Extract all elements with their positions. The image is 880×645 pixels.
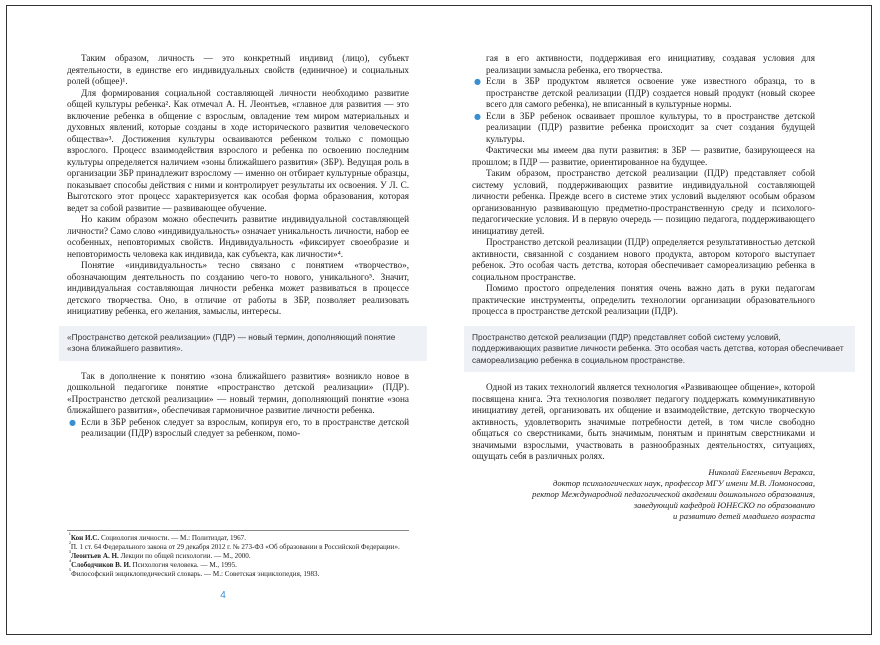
list-item [472,76,815,111]
bullet-list [67,417,409,440]
paragraph: Понятие «индивидуальность» тесно связано с понятием «творчество», обозначающим деятельность по созданию чего-то нового, уникального⁵. Значит, индивидуальная составляющая личности ребенка может развиваться в процессе детского творчества. Оно, в отличие от работы в ЗБР, позволяет реализовать инициативу ребенка, его желания, замыслы, интересы. [67,260,409,316]
paragraph: Пространство детской реализации (ПДР) определяется результативностью детской активности, связанной с созданием нового продукта, автором которого выступает ребенок. Это особая часть детства, которая обеспечивает самореализацию ребенка в социальном пространстве. [472,237,815,282]
right-page [440,6,872,634]
paragraph: Помимо простого определения понятия очень важно дать в руки педагогам практические инструменты, определить технологии организации образовательного процесса в пространстве детской реализации (ПДР). [472,283,815,316]
left-text-column [67,53,409,440]
list-item [472,111,815,146]
paragraph: Так в дополнение к понятию «зона ближайшего развития» возникло новое в дошкольной педагогике понятие «пространство детской реализации» (ПДР). «Пространство детской реализации» — новый термин, дополняющий понятие «зона ближайшего развития», обеспечивая гармоничное развитие личности ребенка. [67,370,409,415]
bullet-icon: ● [69,417,76,427]
list-item-text: Если в ЗБР продуктом является освоение уже известного образца, то в пространстве детской реализации (ПДР) создается новый продукт (новый скорее всего для самого ребенка), не вписанный в культурные нормы. [486,76,815,109]
bullet-icon: ● [474,111,481,121]
paragraph: Таким образом, пространство детской реализации (ПДР) представляет собой систему условий, поддерживающих развитие индивидуальной составляющей личности ребенка. Прежде всего в системе этих условий выделяют особым образом организованную развивающую предметно-пространственную среду и психолого-педагогические условия. И в первую очередь — позицию педагога, поддерживающего инициативу детей. [472,168,815,236]
book-spread [6,5,872,635]
footnotes [67,530,409,579]
signature-line: заведующий кафедрой ЮНЕСКО по образованию [633,500,815,511]
paragraph: Но каким образом можно обеспечить развитие индивидуальной составляющей личности? Само слово «индивидуальность» означает уникальность личности, набор ее особенных, неповторимых свойств. Индивидуальность «фиксирует своеобразие и неповторимость человека как индивида, как субъекта, как личности»⁴. [67,214,409,259]
footnote: $^{^2}$П. 1 ст. 64 Федерального закона от 29 декабря 2012 г. № 273-ФЗ «Об образовании в Российской Федерации». [69,541,400,552]
list-item-text: Если в ЗБР ребенок осваивает прошлое культуры, то в пространстве детской реализации (ПДР) развитие ребенка происходит за счет создания будущей культуры. [486,110,815,144]
bullet-icon: ● [474,77,481,86]
paragraph: Таким образом, личность — это конкретный индивид (лицо), субъект деятельности, в единстве его индивидуальных свойств (единичное) и социальных ролей (общее)¹. [67,53,409,86]
paragraph: Одной из таких технологий является технология «Развивающее общение», которой посвящена книга. Эта технология позволяет педагогу поддержать коммуникативную инициативу детей, организовать их общение и взаимодействие, детскую творческую активность, удовлетворить значимые потребности детей, в том числе свободно общаться со сверстниками, быть значимым, понятым и принятым сверстниками и значимыми взрослыми, участвовать в разнообразных деятельностях, ситуациях, ощущать себя в различных ролях. [472,382,815,461]
page-number: 4 [220,590,226,601]
footnote: $^{^5}$Философский энциклопедический словарь. — М.: Советская энциклопедия, 1983. [69,569,320,579]
right-text-column [472,53,844,523]
callout-box: Пространство детской реализации (ПДР) представляет собой систему условий, поддерживающих развитие личности ребенка. Это особая часть детства, которая обеспечивает самореализацию ребенка в социальном пространстве. [464,326,855,373]
signature-name: Николай Евгеньевич Веракса, [708,466,815,477]
footnote: $^{^1}$Кон И.С. Социология личности. — М.: Политиздат, 1967. [69,532,246,542]
signature-line: ректор Международной педагогической академии дошкольного образования, [532,488,815,499]
paragraph: гая в его активности, поддерживая его инициативу, создавая условия для реализации замысла ребенка, его творчества. [486,53,815,75]
bullet-list [472,76,815,145]
callout-box: «Пространство детской реализации» (ПДР) — новый термин, дополняющий понятие «зона ближайшего развития». [59,326,427,361]
list-item-text: Если в ЗБР ребенок следует за взрослым, копируя его, то в пространстве детской реализации (ПДР) взрослый следует за ребенком, помо- [81,416,409,438]
footnote: $^{^3}$Леонтьев А. Н. Лекции по общей психологии. — М., 2000. [69,550,251,561]
footnote: $^{^4}$Слободчиков В. И. Психология человека. — М., 1995. [69,559,237,570]
list-item [67,417,409,440]
paragraph: Фактически мы имеем два пути развития: в ЗБР — развитие, базирующееся на прошлом; в ПДР — развитие, ориентированное на будущее. [472,145,815,167]
paragraph: Для формирования социальной составляющей личности необходимо развитие общей культуры ребенка². Как отмечал А. Н. Леонтьев, «главное для развития — это включение ребенка в общение с взрослым, овладение тем миром материальных и духовных явлений, которые созданы в ходе исторического развития человеческого общества»³. Достижения культуры осваиваются ребенком только с помощью взрослого. Процесс взаимодействия взрослого и ребенка по освоению последним культуры определяется наличием «зоны ближайшего развития» (ЗБР). Ведущая роль в организации ЗБР принадлежит взрослому — именно он отбирает культурные образцы, показывает способы действия с ними и контролирует результаты их освоения. У Л. С. Выготского этот процесс характеризуется как особая форма образования, которая ведет за собой развитие — развивающее обучение. [67,87,409,213]
left-page [7,6,439,634]
signature-line: и развитию детей младшего возраста [673,511,815,522]
signature-line: доктор психологических наук, профессор МГУ имени М.В. Ломоносова, [553,477,815,488]
